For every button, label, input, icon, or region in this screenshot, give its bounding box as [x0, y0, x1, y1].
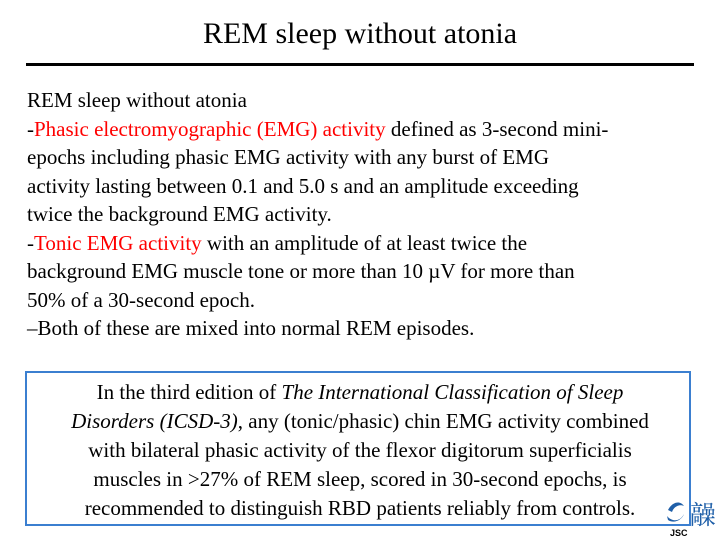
body-line	[27, 115, 677, 144]
body-line-segment: -	[27, 230, 34, 255]
jsc-logo-text: JSC	[670, 528, 688, 538]
body-line-segment: Phasic electromyographic (EMG) activity	[34, 116, 386, 141]
callout-book-title-part-1: The International Classification of Sleep	[281, 380, 624, 404]
body-line-segment: with an amplitude of at least twice the	[201, 230, 528, 255]
callout-line-3: with bilateral phasic activity of the flexor digitorum superficialis	[88, 438, 632, 462]
callout-line-1	[27, 378, 693, 407]
jsc-logo-icon	[664, 494, 716, 538]
jsc-logo-kanji: 髞	[690, 501, 716, 531]
body-line	[27, 172, 677, 201]
body-line-segment: epochs including phasic EMG activity with any burst of EMG	[27, 145, 549, 169]
body-line-segment: –Both of these are mixed into normal REM episodes.	[27, 316, 475, 340]
body-line	[27, 257, 677, 286]
callout-line-5: recommended to distinguish RBD patients reliably from controls.	[84, 496, 636, 520]
body-line	[27, 200, 677, 229]
body-line-segment: REM sleep without atonia	[27, 88, 247, 112]
body-line	[27, 143, 677, 172]
body-line-segment: background EMG muscle tone or more than 10 µV for more than	[27, 259, 575, 283]
callout-book-title-part-2: Disorders (ICSD-3)	[71, 409, 238, 433]
body-line-segment: defined as 3-second mini-	[385, 116, 609, 141]
slide-title: REM sleep without atonia	[202, 17, 518, 50]
body-line-segment: 50% of a 30-second epoch.	[27, 287, 256, 312]
body-line-segment: Tonic EMG activity	[34, 230, 202, 255]
body-line-segment: -	[27, 116, 34, 141]
callout-line-2	[27, 407, 693, 436]
callout-line-2-rest: , any (tonic/phasic) chin EMG activity combined	[237, 409, 649, 433]
body-line-segment: activity lasting between 0.1 and 5.0 s and an amplitude exceeding	[27, 173, 579, 198]
body-line	[27, 229, 677, 258]
body-text	[27, 86, 677, 343]
callout-text	[27, 378, 693, 523]
body-line	[27, 86, 677, 115]
callout-box	[25, 371, 691, 526]
title-divider	[26, 63, 694, 66]
callout-line-4: muscles in >27% of REM sleep, scored in 30-second epochs, is	[93, 467, 627, 491]
body-line	[27, 314, 677, 343]
body-line	[27, 286, 677, 315]
body-line-segment: twice the background EMG activity.	[27, 202, 332, 226]
callout-line-1-prefix: In the third edition of	[96, 380, 282, 404]
